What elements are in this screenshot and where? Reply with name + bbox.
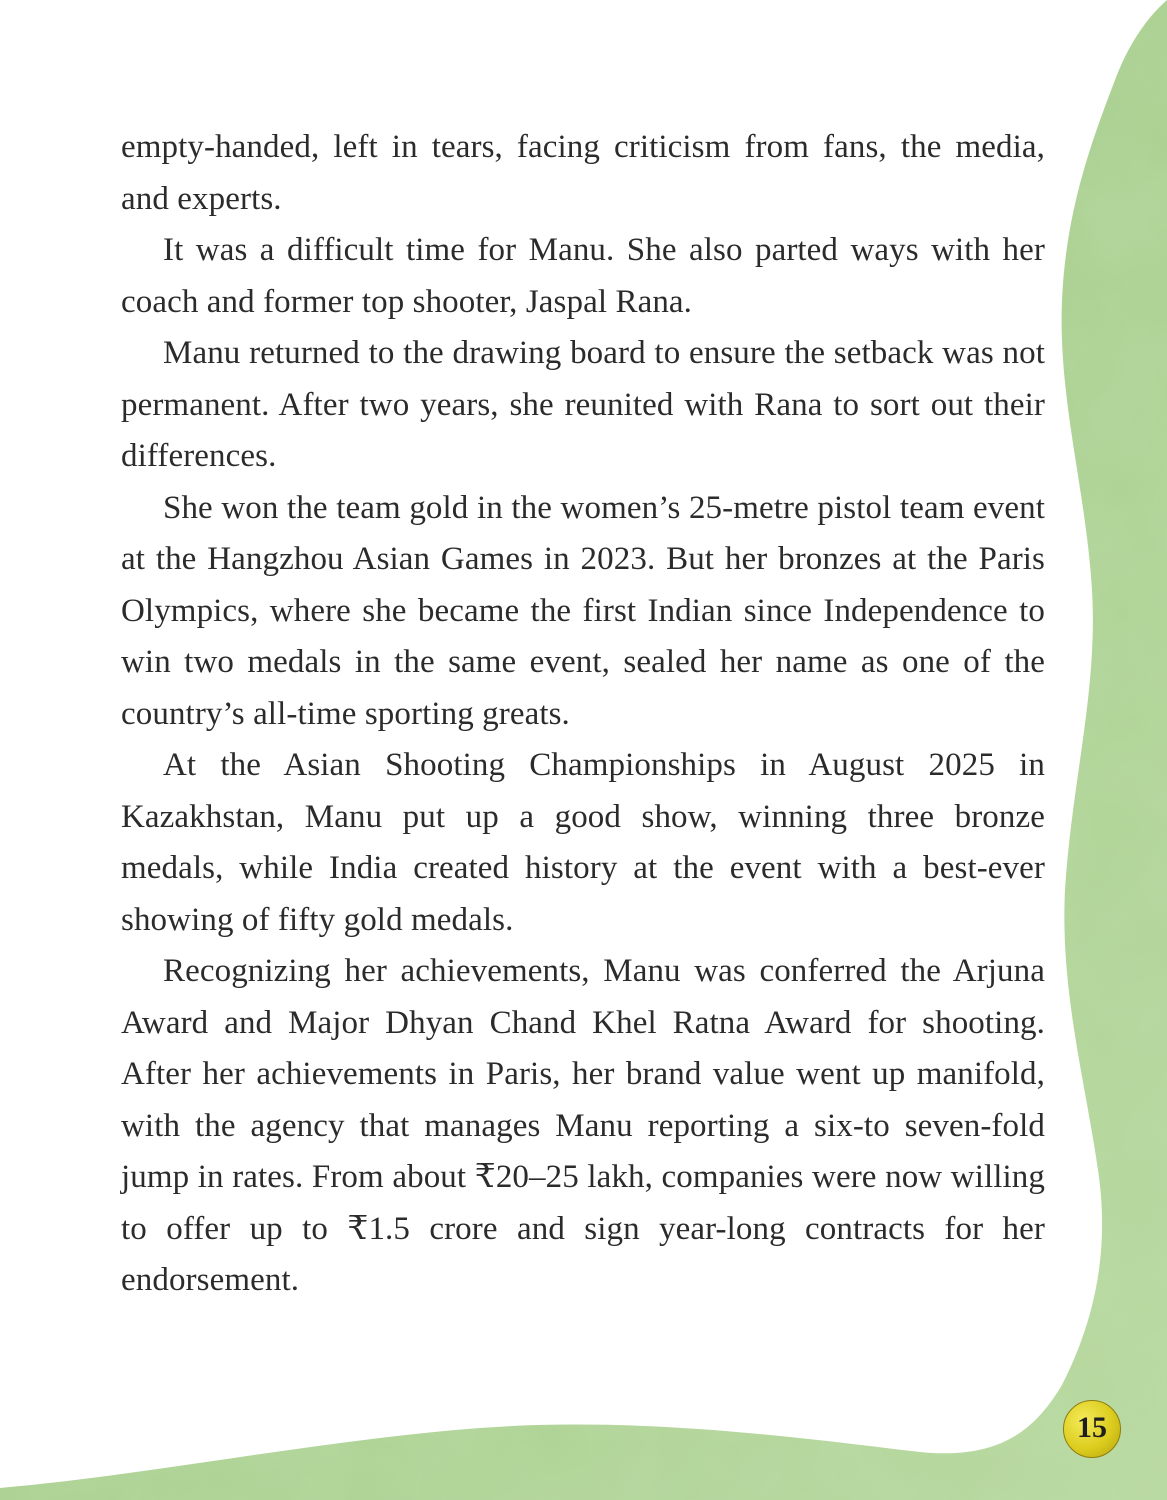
page-number: 15 xyxy=(1077,1411,1107,1444)
paragraph-team-gold: She won the team gold in the women’s 25-metre pistol team event at the Hangzhou Asian Games in 2023. But her bronzes at the Paris Olympics, where she became the first Indian since Independence to win two medals in the same event, sealed her name as one of the country’s all-time sporting greats. xyxy=(121,489,1045,732)
page-number-badge xyxy=(1063,1400,1121,1458)
paragraph-asian-championships: At the Asian Shooting Championships in August 2025 in Kazakhstan, Manu put up a good show, winning three bronze medals, while India created history at the event with a best-ever showing of fifty gold medals. xyxy=(121,747,1045,938)
paragraph-continuation: empty-handed, left in tears, facing criticism from fans, the media, and experts. xyxy=(121,129,1045,217)
paragraph-difficult-time: It was a difficult time for Manu. She also parted ways with her coach and former top shooter, Jaspal Rana. xyxy=(121,232,1045,320)
paragraph-drawing-board: Manu returned to the drawing board to ensure the setback was not permanent. After two years, she reunited with Rana to sort out their differences. xyxy=(121,335,1045,474)
page-text xyxy=(121,122,1045,1307)
paragraph-awards: Recognizing her achievements, Manu was conferred the Arjuna Award and Major Dhyan Chand Khel Ratna Award for shooting. After her achievements in Paris, her brand value went up manifold, with the agency that manages Manu reporting a six-to seven-fold jump in rates. From about ₹20–25 lakh, companies were now willing to offer up to ₹1.5 crore and sign year-long contracts for her endorsement. xyxy=(121,953,1045,1298)
